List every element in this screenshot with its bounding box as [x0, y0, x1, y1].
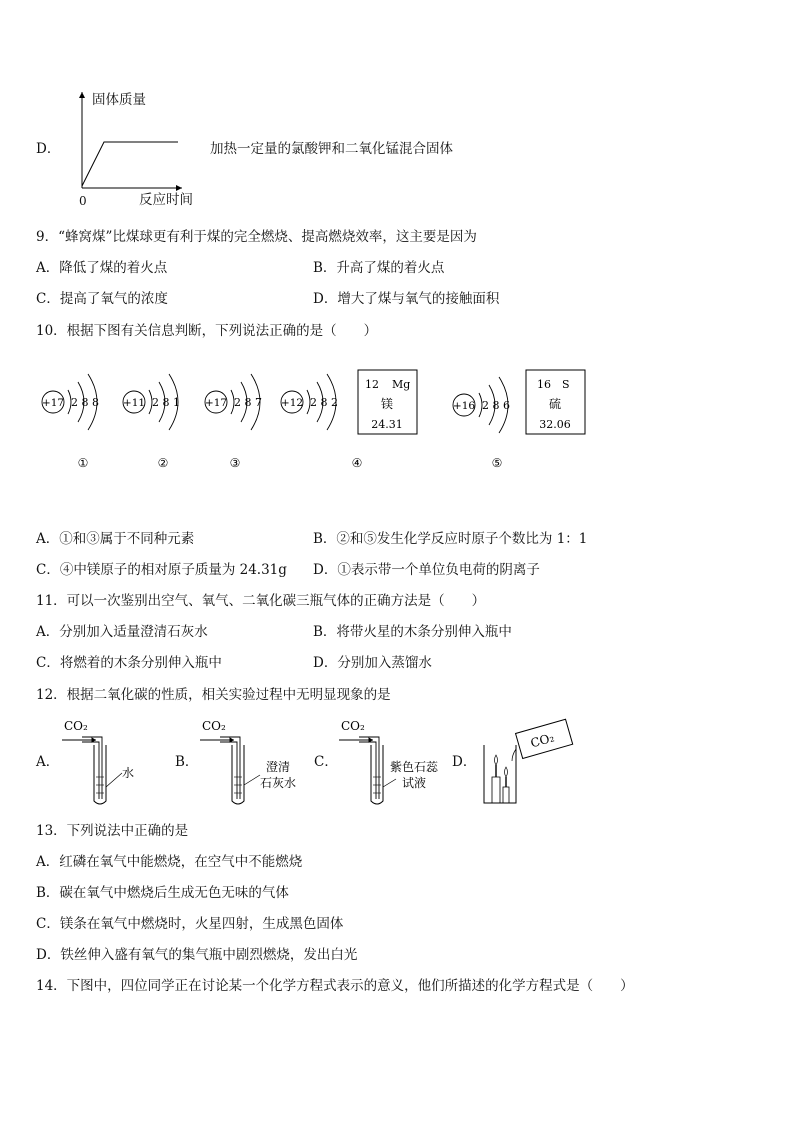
q10-option-d: D．①表示带一个单位负电荷的阴离子	[313, 562, 540, 578]
q9-option-a: A．降低了煤的着火点	[36, 260, 168, 276]
q10-element-card-s	[526, 370, 585, 434]
svg-text:16: 16	[537, 378, 551, 391]
svg-text:石灰水: 石灰水	[260, 776, 297, 790]
svg-text:紫色石蕊: 紫色石蕊	[390, 760, 439, 774]
q12-option-a-apparatus	[62, 719, 134, 804]
svg-text:CO₂: CO₂	[341, 719, 365, 733]
q10-label-1: ①	[77, 456, 89, 470]
svg-text:+11: +11	[122, 397, 146, 409]
svg-text:镁: 镁	[380, 397, 394, 411]
q10-atom-3	[205, 374, 262, 430]
q10-atom-1	[42, 374, 99, 430]
q12-option-b-apparatus	[200, 719, 296, 804]
q8-graph-xlabel: 反应时间	[139, 192, 193, 208]
q13-option-c: C．镁条在氧气中燃烧时，火星四射，生成黑色固体	[36, 916, 344, 932]
q12-option-c-label: C．	[314, 754, 338, 770]
q13-option-a: A．红磷在氧气中能燃烧，在空气中不能燃烧	[36, 854, 303, 870]
q12-experiment-figure	[60, 715, 600, 810]
svg-text:CO₂: CO₂	[64, 719, 88, 733]
q13-stem: 13．下列说法中正确的是	[36, 823, 189, 839]
svg-text:2 8 6: 2 8 6	[482, 399, 510, 412]
svg-text:+12: +12	[280, 397, 304, 409]
svg-text:S: S	[562, 378, 570, 391]
svg-text:试液: 试液	[402, 776, 427, 790]
q11-option-d: D．分别加入蒸馏水	[313, 655, 432, 671]
svg-text:水: 水	[122, 766, 135, 780]
q8-graph-origin: 0	[79, 194, 87, 208]
svg-text:硫: 硫	[548, 397, 562, 411]
q10-label-4: ④	[351, 456, 363, 470]
q11-stem: 11．可以一次鉴别出空气、氧气、二氧化碳三瓶气体的正确方法是（ ）	[36, 593, 486, 609]
q10-option-a: A．①和③属于不同种元素	[36, 531, 195, 547]
svg-text:2 8 2: 2 8 2	[310, 396, 338, 409]
q10-atom-2	[123, 374, 180, 430]
q12-option-a-label: A．	[36, 754, 60, 770]
svg-text:+17: +17	[41, 397, 65, 409]
q11-option-c: C．将燃着的木条分别伸入瓶中	[36, 655, 222, 671]
svg-text:12: 12	[365, 378, 379, 391]
q9-stem: 9．“蜂窝煤”比煤球更有利于煤的完全燃烧、提高燃烧效率，这主要是因为	[36, 229, 477, 245]
svg-text:32.06: 32.06	[539, 418, 571, 431]
q10-atom-structure-figure	[36, 360, 596, 470]
svg-text:CO₂: CO₂	[529, 730, 556, 751]
q8-graph-desc: 加热一定量的氯酸钾和二氧化锰混合固体	[210, 141, 453, 157]
q10-atom-5	[453, 377, 510, 433]
svg-text:+17: +17	[204, 397, 228, 409]
q10-stem: 10．根据下图有关信息判断，下列说法正确的是（ ）	[36, 323, 378, 339]
q14-stem: 14．下图中，四位同学正在讨论某一个化学方程式表示的意义，他们所描述的化学方程式是（ ）	[36, 978, 634, 994]
q12-option-c-apparatus	[339, 719, 439, 804]
q9-option-b: B．升高了煤的着火点	[313, 260, 445, 276]
svg-text:24.31: 24.31	[371, 418, 403, 431]
svg-text:2 8 8: 2 8 8	[71, 396, 99, 409]
q9-option-c: C．提高了氧气的浓度	[36, 291, 168, 307]
svg-text:Mg: Mg	[392, 378, 411, 391]
q10-option-c: C．④中镁原子的相对原子质量为 24.31g	[36, 562, 287, 578]
q12-option-b-label: B．	[175, 754, 199, 770]
svg-text:2 8 1: 2 8 1	[152, 396, 180, 409]
q10-label-3: ③	[229, 456, 241, 470]
q10-label-2: ②	[157, 456, 169, 470]
q11-option-a: A．分别加入适量澄清石灰水	[36, 624, 208, 640]
q9-option-d: D．增大了煤与氧气的接触面积	[313, 291, 500, 307]
q12-option-d-label: D．	[452, 754, 477, 770]
q10-option-b: B．②和⑤发生化学反应时原子个数比为 1：1	[313, 531, 588, 547]
q10-label-5: ⑤	[491, 456, 503, 470]
q10-atom-4	[281, 374, 338, 430]
svg-text:2 8 7: 2 8 7	[234, 396, 262, 409]
q12-option-d-apparatus	[484, 719, 573, 803]
svg-text:CO₂: CO₂	[202, 719, 226, 733]
q13-option-b: B．碳在氧气中燃烧后生成无色无味的气体	[36, 885, 289, 901]
svg-text:澄清: 澄清	[266, 760, 291, 774]
q8-option-d-label: D．	[36, 141, 61, 157]
svg-text:+16: +16	[452, 400, 476, 412]
q10-element-card-mg	[358, 370, 417, 434]
q8-curve	[82, 142, 178, 186]
q11-option-b: B．将带火星的木条分别伸入瓶中	[313, 624, 512, 640]
q12-stem: 12．根据二氧化碳的性质，相关实验过程中无明显现象的是	[36, 687, 391, 703]
q8-graph-ylabel: 固体质量	[92, 92, 146, 108]
q13-option-d: D．铁丝伸入盛有氧气的集气瓶中剧烈燃烧，发出白光	[36, 947, 358, 963]
